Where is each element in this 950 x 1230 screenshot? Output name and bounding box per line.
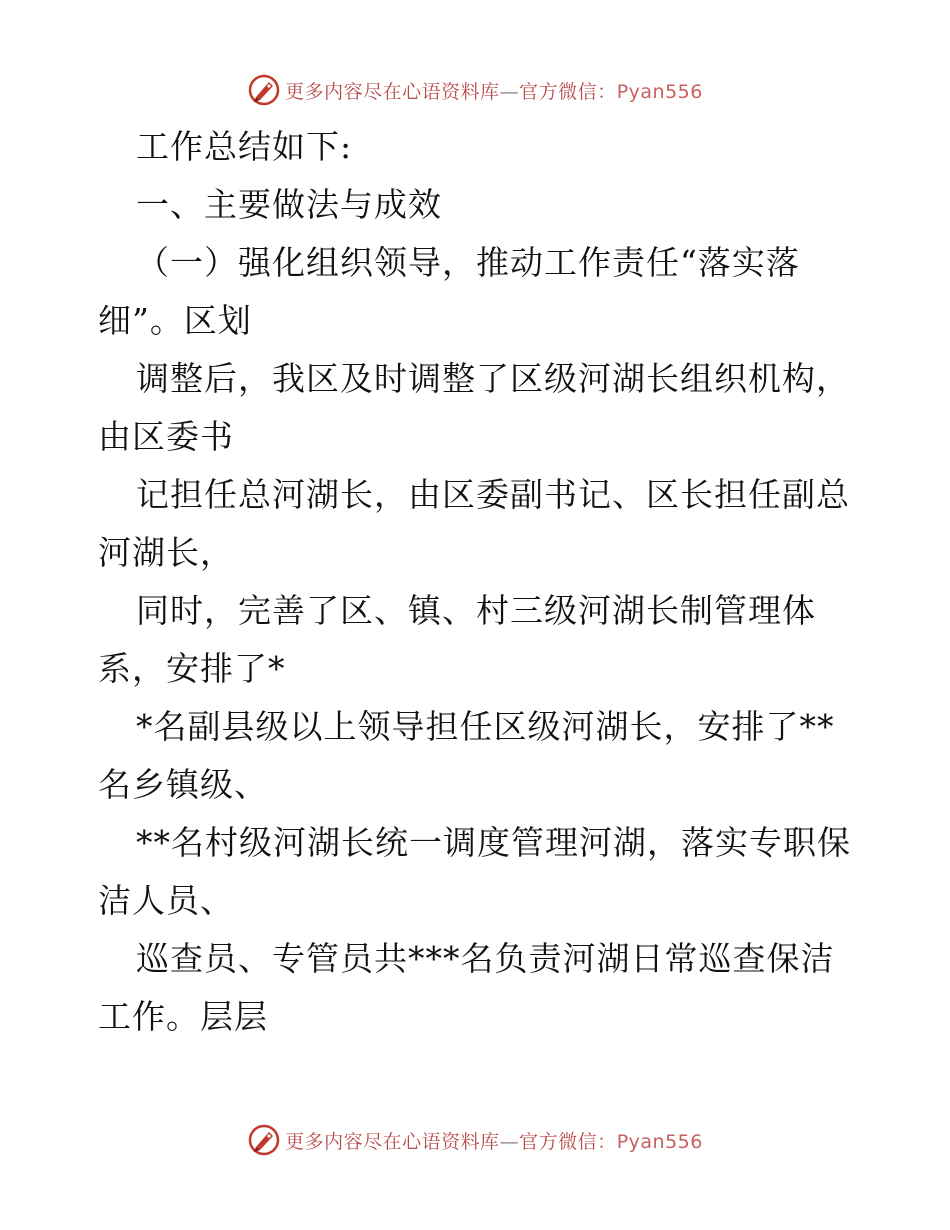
pen-nib-logo-icon — [247, 73, 281, 107]
text-line: 记担任总河湖长，由区委副书记、区长担任副总 — [136, 475, 850, 514]
text-line: 洁人员、 — [98, 881, 234, 920]
document-body — [98, 118, 858, 1046]
text-line: 调整后，我区及时调整了区级河湖长组织机构， — [136, 359, 850, 398]
banner-text — [285, 77, 703, 104]
text-line: 巡查员、专管员共***名负责河湖日常巡查保洁 — [136, 939, 835, 978]
text-line: **名村级河湖长统一调度管理河湖，落实专职保 — [136, 823, 851, 862]
text-line: 名乡镇级、 — [98, 765, 268, 804]
text-line: 工作总结如下: — [136, 127, 353, 166]
wechat-id: Pyan556 — [616, 80, 703, 103]
text-line: *名副县级以上领导担任区级河湖长，安排了** — [136, 707, 835, 746]
header-banner — [0, 70, 950, 110]
text-line: 系，安排了* — [98, 649, 286, 688]
text-line: 工作。层层 — [98, 997, 268, 1036]
banner-separator: — — [499, 80, 520, 103]
banner-title: 更多内容尽在心语资料库 — [285, 1130, 500, 1153]
wechat-label: 官方微信： — [519, 80, 617, 103]
footer-banner — [0, 1120, 950, 1160]
section-heading: 一、主要做法与成效 — [136, 185, 442, 224]
wechat-id: Pyan556 — [616, 1130, 703, 1153]
banner-separator: — — [499, 1130, 520, 1153]
wechat-label: 官方微信： — [519, 1130, 617, 1153]
text-line: 细”。区划 — [98, 301, 252, 340]
banner-title: 更多内容尽在心语资料库 — [285, 80, 500, 103]
banner-text — [285, 1127, 703, 1154]
text-line: 同时，完善了区、镇、村三级河湖长制管理体 — [136, 591, 816, 630]
subsection-heading: （一）强化组织领导，推动工作责任“落实落 — [136, 243, 800, 282]
pen-nib-logo-icon — [247, 1123, 281, 1157]
text-line: 由区委书 — [98, 417, 234, 456]
text-line: 河湖长， — [98, 533, 234, 572]
